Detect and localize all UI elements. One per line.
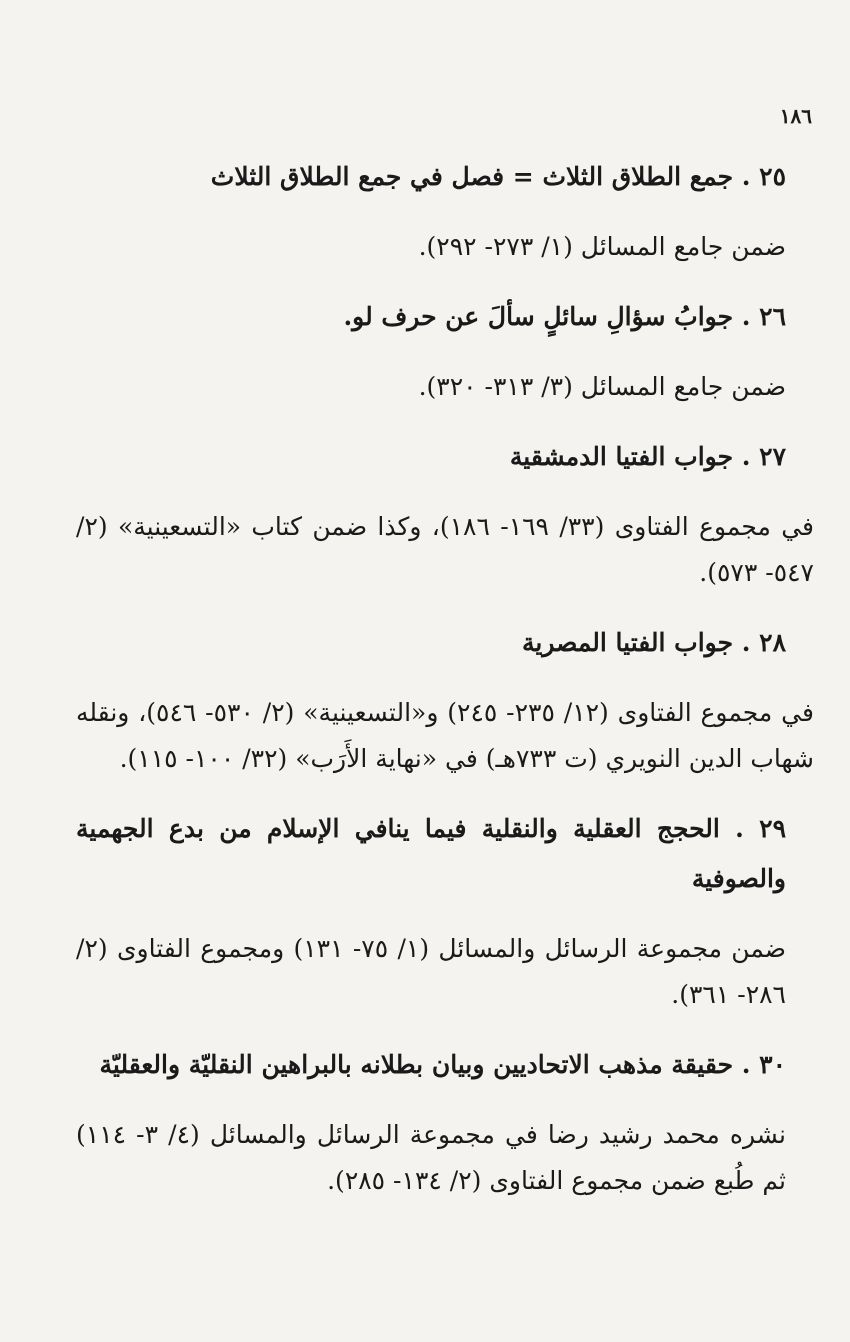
entry-title-26: ٢٦ . جوابُ سؤالِ سائلٍ سألَ عن حرف لو. (343, 302, 786, 331)
entry-source-26: ضمن جامع المسائل (٣/ ٣١٣- ٣٢٠). (418, 372, 786, 401)
entry-title-27: ٢٧ . جواب الفتيا الدمشقية (509, 442, 786, 471)
entry-source-25: ضمن جامع المسائل (١/ ٢٧٣- ٢٩٢). (418, 232, 786, 261)
entry-source-28: في مجموع الفتاوى (١٢/ ٢٣٥- ٢٤٥) و«التسعينية» (٢/ ٥٣٠- ٥٤٦)، ونقله شهاب الدين النويري (ت ٧٣٣هـ) في «نهاية الأَرَب» (٣٢/ ١٠٠- ١١٥). (76, 698, 814, 773)
entry-title-25: ٢٥ . جمع الطلاق الثلاث = فصل في جمع الطلاق الثلاث (210, 162, 786, 191)
entry-source-30: نشره محمد رشيد رضا في مجموعة الرسائل والمسائل (٤/ ٣- ١١٤) ثم طُبع ضمن مجموع الفتاوى (٢/ ١٣٤- ٢٨٥). (76, 1120, 787, 1195)
entries-list (76, 152, 814, 1226)
entry-title-29: ٢٩ . الحجج العقلية والنقلية فيما ينافي الإسلام من بدع الجهمية والصوفية (76, 814, 786, 893)
entry-source-29: ضمن مجموعة الرسائل والمسائل (١/ ٧٥- ١٣١) ومجموع الفتاوى (٢/ ٢٨٦- ٣٦١). (76, 934, 786, 1009)
entry-source-27: في مجموع الفتاوى (٣٣/ ١٦٩- ١٨٦)، وكذا ضمن كتاب «التسعينية» (٢/ ٥٤٧- ٥٧٣). (76, 512, 814, 587)
entry-title-28: ٢٨ . جواب الفتيا المصرية (522, 628, 786, 657)
page-number: ١٨٦ (779, 104, 812, 128)
entry-title-30: ٣٠ . حقيقة مذهب الاتحاديين وبيان بطلانه بالبراهين النقليّة والعقليّة (99, 1050, 786, 1079)
